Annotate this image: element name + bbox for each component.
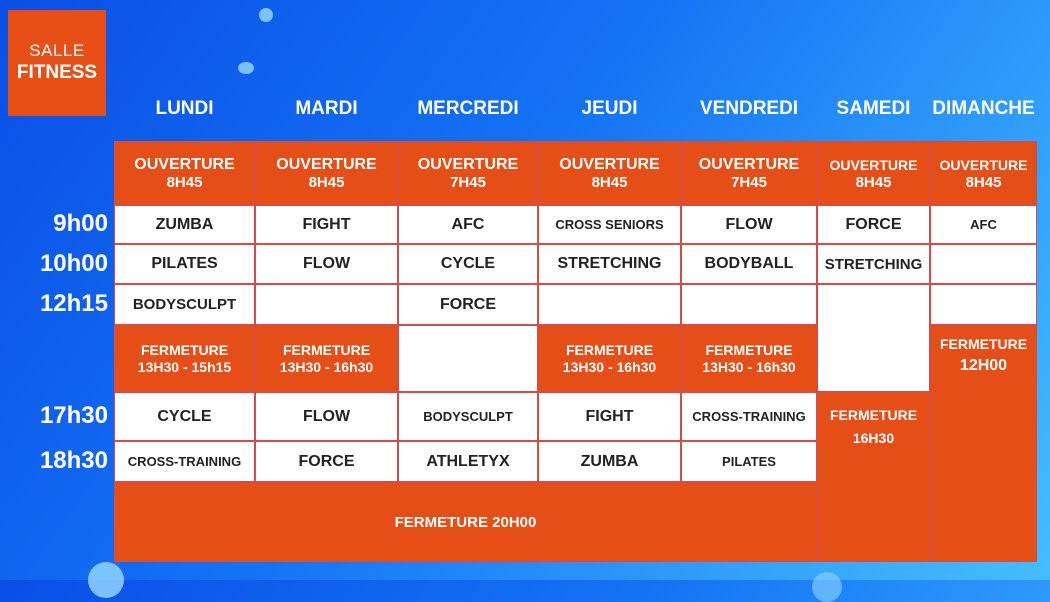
class-cell: BODYBALL — [681, 244, 817, 284]
day-header-jeudi: JEUDI — [581, 98, 638, 119]
class-cell: AFC — [398, 205, 538, 244]
closure-time: 13H30 - 16h30 — [279, 358, 374, 375]
closure-time: 13H30 - 15h15 — [137, 358, 232, 375]
opening-hour: 8H45 — [166, 173, 203, 191]
closure-label: FERMETURE — [282, 341, 371, 358]
closure-cell-dimanche — [930, 325, 1037, 562]
opening-cell-jeudi — [538, 141, 681, 205]
time-label-17h30: 17h30 — [39, 402, 108, 429]
closure-cell-lundi — [114, 325, 255, 392]
closure-cell-vendredi — [681, 325, 817, 392]
closure-time: 16H30 — [852, 430, 895, 446]
opening-hour: 8H45 — [591, 173, 628, 191]
class-cell: FORCE — [817, 205, 930, 244]
decor-bubble — [88, 562, 124, 598]
opening-hour: 7H45 — [731, 173, 767, 191]
opening-label: OUVERTURE — [559, 155, 660, 173]
decor-bubble — [259, 8, 273, 22]
class-cell: AFC — [930, 205, 1037, 244]
closure-label: FERMETURE — [565, 341, 654, 358]
class-cell: FIGHT — [538, 392, 681, 441]
day-header-lundi: LUNDI — [155, 98, 214, 119]
class-cell: CYCLE — [114, 392, 255, 441]
class-cell: CROSS-TRAINING — [114, 441, 255, 482]
time-label-18h30: 18h30 — [39, 447, 108, 474]
closure-cell-jeudi — [538, 325, 681, 392]
closure-time: 12H00 — [959, 357, 1008, 374]
class-cell — [538, 284, 681, 325]
class-cell: ATHLETYX — [398, 441, 538, 482]
class-cell — [930, 244, 1037, 284]
class-cell: FLOW — [255, 392, 398, 441]
opening-cell-dimanche — [930, 141, 1037, 205]
class-cell: BODYSCULPT — [398, 392, 538, 441]
salle-fitness-logo — [8, 10, 106, 116]
opening-cell-mercredi — [398, 141, 538, 205]
day-header-mardi: MARDI — [295, 98, 358, 119]
class-cell: FLOW — [255, 244, 398, 284]
class-cell: PILATES — [114, 244, 255, 284]
opening-cell-lundi — [114, 141, 255, 205]
opening-label: OUVERTURE — [698, 155, 800, 173]
class-cell: FORCE — [255, 441, 398, 482]
closure-label: FERMETURE — [829, 407, 918, 423]
closure-week-label: FERMETURE 20H00 — [394, 513, 537, 531]
closure-cell-week — [114, 482, 817, 562]
time-label-12h15: 12h15 — [39, 290, 108, 317]
opening-cell-samedi — [817, 141, 930, 205]
closure-label: FERMETURE — [705, 341, 793, 358]
class-cell — [398, 325, 538, 392]
opening-hour: 8H45 — [965, 173, 1002, 191]
class-cell: CROSS SENIORS — [538, 205, 681, 244]
opening-hour: 8H45 — [855, 173, 892, 191]
day-header-mercredi: MERCREDI — [417, 98, 519, 119]
closure-time: 13H30 - 16h30 — [702, 358, 796, 375]
class-cell: ZUMBA — [114, 205, 255, 244]
time-label-10h00: 10h00 — [39, 250, 108, 277]
opening-label: OUVERTURE — [829, 156, 918, 173]
opening-hour: 7H45 — [450, 173, 486, 191]
opening-label: OUVERTURE — [134, 155, 235, 173]
decor-bubble — [238, 62, 254, 74]
closure-cell-mardi — [255, 325, 398, 392]
class-cell: CROSS-TRAINING — [681, 392, 817, 441]
class-cell: ZUMBA — [538, 441, 681, 482]
day-header-samedi: SAMEDI — [836, 98, 911, 119]
time-label-9h00: 9h00 — [53, 210, 108, 237]
class-cell — [817, 284, 930, 392]
closure-label: FERMETURE — [140, 341, 229, 358]
class-cell: FIGHT — [255, 205, 398, 244]
class-cell — [255, 284, 398, 325]
class-cell: STRETCHING — [817, 244, 930, 284]
closure-label: FERMETURE — [939, 336, 1028, 352]
class-cell: BODYSCULPT — [114, 284, 255, 325]
opening-cell-vendredi — [681, 141, 817, 205]
class-cell — [930, 284, 1037, 325]
class-cell: CYCLE — [398, 244, 538, 284]
closure-cell-samedi — [817, 392, 930, 562]
class-cell — [681, 284, 817, 325]
logo-line-1: SALLE — [29, 41, 85, 60]
class-cell: PILATES — [681, 441, 817, 482]
opening-hour: 8H45 — [308, 173, 345, 191]
class-cell: FLOW — [681, 205, 817, 244]
closure-time: 13H30 - 16h30 — [562, 358, 657, 375]
opening-label: OUVERTURE — [417, 155, 519, 173]
class-cell: STRETCHING — [538, 244, 681, 284]
day-header-vendredi: VENDREDI — [699, 98, 799, 119]
day-header-dimanche: DIMANCHE — [932, 98, 1035, 119]
decor-bubble — [812, 572, 842, 602]
opening-label: OUVERTURE — [276, 155, 377, 173]
class-cell: FORCE — [398, 284, 538, 325]
opening-cell-mardi — [255, 141, 398, 205]
logo-line-2: FITNESS — [16, 62, 98, 83]
opening-label: OUVERTURE — [939, 156, 1028, 173]
